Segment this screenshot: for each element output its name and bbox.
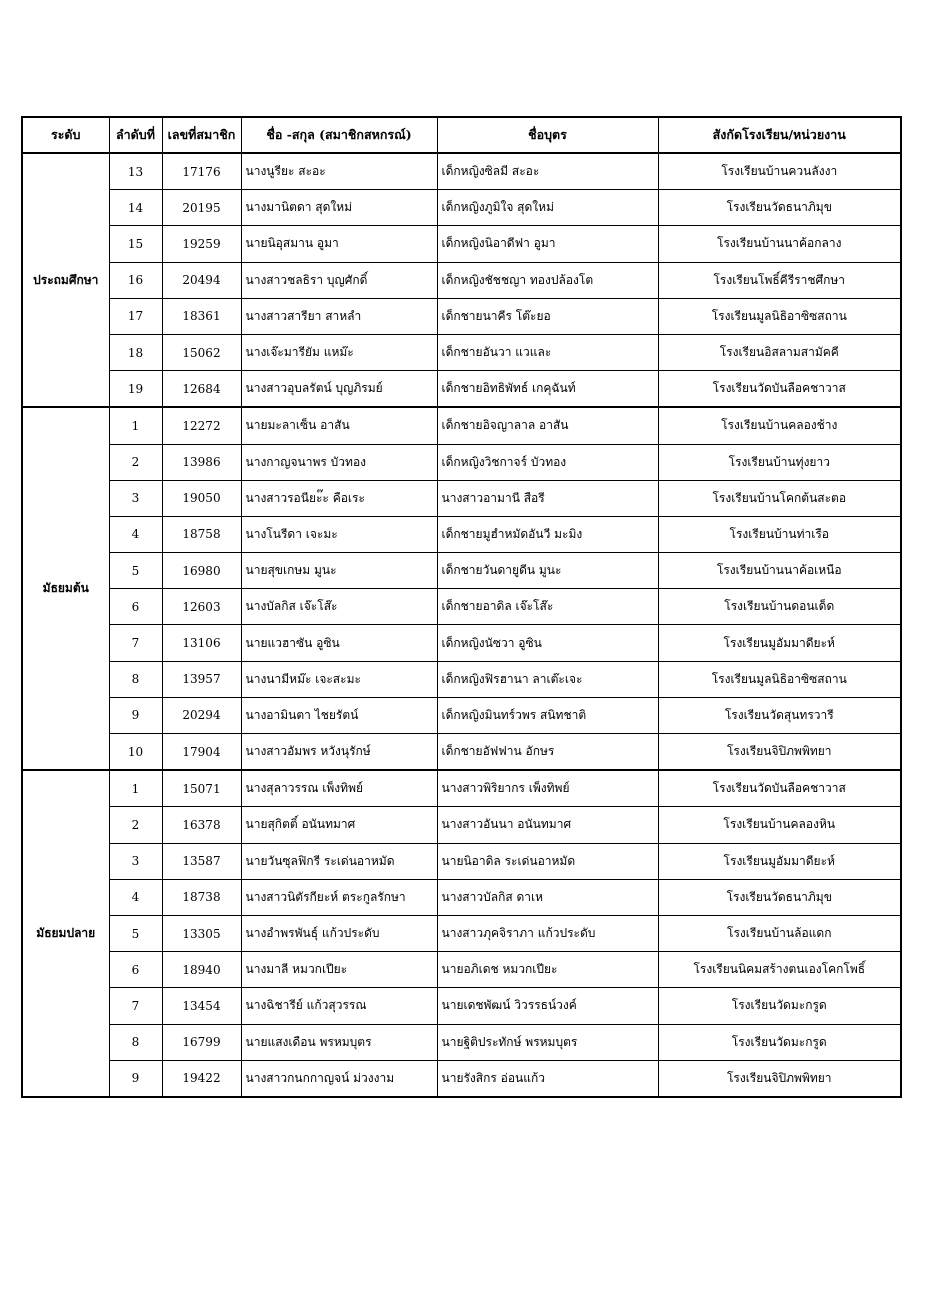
table-row [22,807,901,843]
child-name-cell: นายนิอาดิล ระเด่นอาหมัด [437,843,658,879]
member-name-cell: นางสาวชลธิรา บุญศักดิ์ [241,262,437,298]
school-cell: โรงเรียนวัดบันลือคชาวาส [658,371,901,408]
child-name-cell: เด็กหญิงซิลมี สะอะ [437,153,658,190]
child-name-cell: เด็กหญิงภูมิใจ สุดใหม่ [437,190,658,226]
member-name-cell: นางนูรียะ สะอะ [241,153,437,190]
order-cell: 9 [109,697,162,733]
child-name-cell: เด็กชายอันวา แวและ [437,334,658,370]
school-cell: โรงเรียนอิสลามสามัคคี [658,334,901,370]
order-cell: 6 [109,952,162,988]
table-row [22,153,901,190]
school-cell: โรงเรียนนิคมสร้างตนเองโคกโพธิ์ [658,952,901,988]
member-no-cell: 12272 [162,407,241,444]
order-cell: 13 [109,153,162,190]
table-row [22,226,901,262]
order-cell: 2 [109,444,162,480]
order-cell: 9 [109,1060,162,1097]
member-no-cell: 13454 [162,988,241,1024]
level-group [22,770,901,1097]
member-no-cell: 17904 [162,734,241,771]
child-name-cell: นางสาวพิริยากร เพ็งทิพย์ [437,770,658,807]
school-cell: โรงเรียนบ้านล้อแดก [658,915,901,951]
order-cell: 4 [109,516,162,552]
member-no-cell: 15071 [162,770,241,807]
school-cell: โรงเรียนบ้านคลองหิน [658,807,901,843]
child-name-cell: เด็กหญิงนิอาดีฟา อูมา [437,226,658,262]
header-child-name: ชื่อบุตร [437,117,658,153]
school-cell: โรงเรียนวัดมะกรูด [658,988,901,1024]
member-name-cell: นายสุขเกษม มูนะ [241,553,437,589]
member-no-cell: 18758 [162,516,241,552]
header-member-name: ชื่อ -สกุล (สมาชิกสหกรณ์) [241,117,437,153]
school-cell: โรงเรียนวัดธนาภิมุข [658,879,901,915]
child-name-cell: นายเดชพัฒน์ วิวรรธน์วงค์ [437,988,658,1024]
member-name-cell: นายมะลาเซ็น อาสัน [241,407,437,444]
school-cell: โรงเรียนบ้านโคกต้นสะตอ [658,480,901,516]
member-no-cell: 16378 [162,807,241,843]
member-no-cell: 19259 [162,226,241,262]
order-cell: 18 [109,334,162,370]
table-row [22,879,901,915]
member-name-cell: นายวันซุลฟิกรี ระเด่นอาหมัด [241,843,437,879]
school-cell: โรงเรียนบ้านนาค้อเหนือ [658,553,901,589]
school-cell: โรงเรียนจิปิภพพิทยา [658,1060,901,1097]
member-no-cell: 16799 [162,1024,241,1060]
member-name-cell: นางสาวอัมพร หวังนุรักษ์ [241,734,437,771]
child-name-cell: เด็กหญิงวิชกาจร์ บัวทอง [437,444,658,480]
child-name-cell: เด็กชายอิจญาลาล อาสัน [437,407,658,444]
order-cell: 7 [109,625,162,661]
table-row [22,589,901,625]
table-row [22,770,901,807]
school-cell: โรงเรียนมูลนิธิอาซิซสถาน [658,298,901,334]
child-name-cell: นายอภิเดช หมวกเปียะ [437,952,658,988]
table-row [22,407,901,444]
member-children-table [21,116,902,1098]
order-cell: 8 [109,661,162,697]
child-name-cell: เด็กชายอัฟฟาน อักษร [437,734,658,771]
school-cell: โรงเรียนมูลนิธิอาซิซสถาน [658,661,901,697]
child-name-cell: นางสาวอันนา อนันทมาศ [437,807,658,843]
school-cell: โรงเรียนมูอัมมาดียะห์ [658,843,901,879]
member-no-cell: 13587 [162,843,241,879]
member-no-cell: 20294 [162,697,241,733]
member-no-cell: 13106 [162,625,241,661]
child-name-cell: เด็กชายนาคีร โต๊ะยอ [437,298,658,334]
table-row [22,915,901,951]
order-cell: 3 [109,480,162,516]
order-cell: 19 [109,371,162,408]
member-name-cell: นางอำพรพันธุ์ แก้วประดับ [241,915,437,951]
member-name-cell: นายแวฮาซัน อูซิน [241,625,437,661]
table-row [22,988,901,1024]
table-header [22,117,901,153]
table-row [22,444,901,480]
table-row [22,1024,901,1060]
level-cell: ประถมศึกษา [22,153,109,407]
school-cell: โรงเรียนวัดบันลือคชาวาส [658,770,901,807]
header-school: สังกัดโรงเรียน/หน่วยงาน [658,117,901,153]
table-row [22,952,901,988]
school-cell: โรงเรียนโพธิ์คีรีราชศึกษา [658,262,901,298]
member-no-cell: 19422 [162,1060,241,1097]
child-name-cell: เด็กชายอิทธิพัทธ์ เกคุฉันท์ [437,371,658,408]
member-name-cell: นางกาญจนาพร บัวทอง [241,444,437,480]
member-name-cell: นางอามินตา ไชยรัตน์ [241,697,437,733]
school-cell: โรงเรียนบ้านดอนเด็ด [658,589,901,625]
order-cell: 7 [109,988,162,1024]
child-name-cell: เด็กชายอาดิล เจ๊ะโส๊ะ [437,589,658,625]
member-no-cell: 15062 [162,334,241,370]
order-cell: 15 [109,226,162,262]
member-name-cell: นางเจ๊ะมารียัม แหม๊ะ [241,334,437,370]
member-name-cell: นางสาวกนกกาญจน์ ม่วงงาม [241,1060,437,1097]
school-cell: โรงเรียนวัดมะกรูด [658,1024,901,1060]
member-name-cell: นางมาลี หมวกเปียะ [241,952,437,988]
child-name-cell: เด็กหญิงมินทร์วพร สนิทชาติ [437,697,658,733]
level-group [22,407,901,770]
child-name-cell: เด็กหญิงฟิรฮานา ลาเต๊ะเจะ [437,661,658,697]
member-no-cell: 20195 [162,190,241,226]
child-name-cell: เด็กชายวันดายูดีน มูนะ [437,553,658,589]
table-row [22,371,901,408]
member-no-cell: 13957 [162,661,241,697]
member-no-cell: 13986 [162,444,241,480]
table-row [22,516,901,552]
member-no-cell: 12684 [162,371,241,408]
member-no-cell: 12603 [162,589,241,625]
order-cell: 8 [109,1024,162,1060]
table-row [22,1060,901,1097]
level-cell: มัธยมปลาย [22,770,109,1097]
child-name-cell: เด็กชายมูฮำหมัดอันวี มะมิง [437,516,658,552]
order-cell: 6 [109,589,162,625]
table-row [22,190,901,226]
member-no-cell: 20494 [162,262,241,298]
member-name-cell: นางนามีหม๊ะ เจะสะมะ [241,661,437,697]
member-no-cell: 18361 [162,298,241,334]
child-name-cell: นางสาวบัลกิส ดาเห [437,879,658,915]
member-name-cell: นางสาวอุบลรัตน์ บุญภิรมย์ [241,371,437,408]
child-name-cell: เด็กหญิงนัซวา อูซิน [437,625,658,661]
level-cell: มัธยมต้น [22,407,109,770]
child-name-cell: นายรังสิกร อ่อนแก้ว [437,1060,658,1097]
member-name-cell: นายแสงเดือน พรหมบุตร [241,1024,437,1060]
child-name-cell: เด็กหญิงชัชชญา ทองปล้องโต [437,262,658,298]
table-row [22,625,901,661]
member-no-cell: 18738 [162,879,241,915]
member-name-cell: นางบัลกิส เจ๊ะโส๊ะ [241,589,437,625]
school-cell: โรงเรียนจิปิภพพิทยา [658,734,901,771]
order-cell: 5 [109,915,162,951]
member-no-cell: 13305 [162,915,241,951]
member-name-cell: นายสุกิตติ์ อนันทมาศ [241,807,437,843]
table-row [22,298,901,334]
member-name-cell: นางสาวรอนียะ๊ะ คือเระ [241,480,437,516]
table-row [22,334,901,370]
header-member-no: เลขที่สมาชิก [162,117,241,153]
school-cell: โรงเรียนบ้านทุ่งยาว [658,444,901,480]
header-order: ลำดับที่ [109,117,162,153]
school-cell: โรงเรียนบ้านคลองช้าง [658,407,901,444]
order-cell: 2 [109,807,162,843]
member-name-cell: นายนิอุสมาน อูมา [241,226,437,262]
order-cell: 16 [109,262,162,298]
child-name-cell: นายฐิติประทักษ์ พรหมบุตร [437,1024,658,1060]
order-cell: 4 [109,879,162,915]
school-cell: โรงเรียนบ้านนาค้อกลาง [658,226,901,262]
member-name-cell: นางสาวนิตัรกียะห์ ตระกูลรักษา [241,879,437,915]
child-name-cell: นางสาวอามานี สือรี [437,480,658,516]
school-cell: โรงเรียนบ้านท่าเรือ [658,516,901,552]
order-cell: 14 [109,190,162,226]
school-cell: โรงเรียนวัดสุนทรวารี [658,697,901,733]
school-cell: โรงเรียนวัดธนาภิมุข [658,190,901,226]
table-row [22,480,901,516]
level-group [22,153,901,407]
member-no-cell: 16980 [162,553,241,589]
school-cell: โรงเรียนบ้านควนลังงา [658,153,901,190]
order-cell: 3 [109,843,162,879]
header-level: ระดับ [22,117,109,153]
order-cell: 1 [109,407,162,444]
school-cell: โรงเรียนมูอัมมาดียะห์ [658,625,901,661]
member-no-cell: 18940 [162,952,241,988]
table-row [22,262,901,298]
table-row [22,843,901,879]
member-name-cell: นางสาวสารียา สาหลำ [241,298,437,334]
header-row [22,117,901,153]
member-name-cell: นางโนรีดา เจะมะ [241,516,437,552]
member-no-cell: 19050 [162,480,241,516]
member-name-cell: นางฉิชารีย์ แก้วสุวรรณ [241,988,437,1024]
member-no-cell: 17176 [162,153,241,190]
table-row [22,553,901,589]
order-cell: 5 [109,553,162,589]
child-name-cell: นางสาวภุคจิราภา แก้วประดับ [437,915,658,951]
member-name-cell: นางสุลาวรรณ เพ็งทิพย์ [241,770,437,807]
member-name-cell: นางมานิตดา สุดใหม่ [241,190,437,226]
table-row [22,661,901,697]
order-cell: 1 [109,770,162,807]
order-cell: 17 [109,298,162,334]
table-row [22,697,901,733]
order-cell: 10 [109,734,162,771]
table-row [22,734,901,771]
